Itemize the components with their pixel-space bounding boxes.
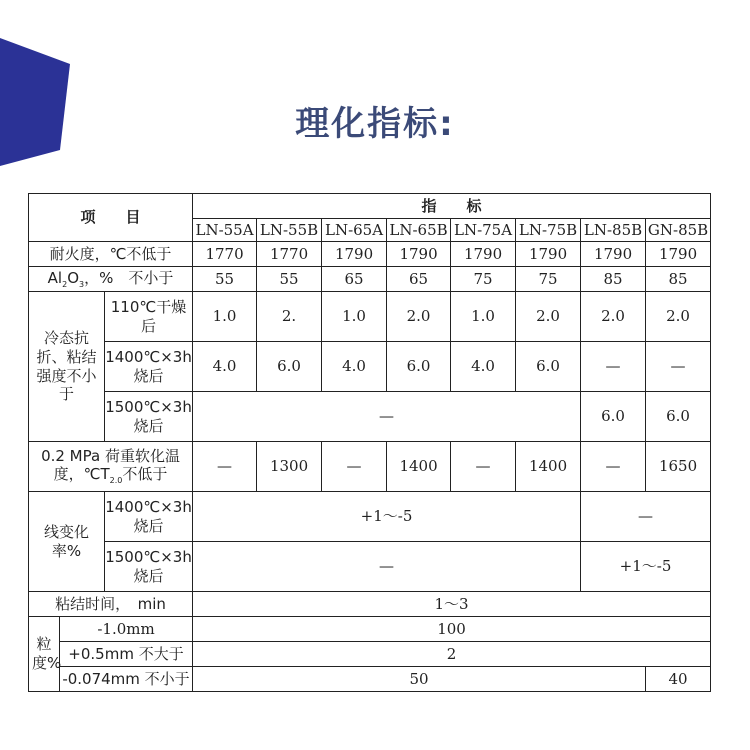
merged-value-cell: 2 <box>193 642 711 667</box>
value-cell: 75 <box>451 267 516 292</box>
index-header: 指 标 <box>193 194 711 219</box>
value-cell: 1.0 <box>451 292 516 342</box>
bond-time-label: 粘结时间， min <box>29 592 193 617</box>
merged-value-cell: — <box>193 392 581 442</box>
cold-strength-label: 冷态抗折、粘结强度不小于 <box>29 292 105 442</box>
value-cell: 65 <box>387 267 451 292</box>
value-cell: 6.0 <box>387 342 451 392</box>
spec-table <box>28 193 711 692</box>
value-cell: 6.0 <box>257 342 322 392</box>
value-cell: 1300 <box>257 442 322 492</box>
value-cell: 1400 <box>387 442 451 492</box>
value-cell: 65 <box>322 267 387 292</box>
value-cell: — <box>646 342 711 392</box>
merged-value-cell: — <box>581 492 711 542</box>
refractoriness-label: 耐火度，℃不低于 <box>29 242 193 267</box>
value-cell: 1790 <box>516 242 581 267</box>
linear-1500-label: 1500℃×3h烧后 <box>105 542 193 592</box>
linear-change-1500-row <box>29 542 711 592</box>
cold-1400-label: 1400℃×3h烧后 <box>105 342 193 392</box>
cold-110-label: 110℃干燥后 <box>105 292 193 342</box>
granularity-a-label: -1.0mm <box>60 617 193 642</box>
merged-value-cell: +1～-5 <box>193 492 581 542</box>
grade-cell: LN-75B <box>516 219 581 242</box>
page-title: 理化指标: <box>295 104 455 144</box>
grade-cell: LN-75A <box>451 219 516 242</box>
value-cell: 2.0 <box>387 292 451 342</box>
merged-value-cell: 1～3 <box>193 592 711 617</box>
granularity-c-label: -0.074mm 不小于 <box>60 667 193 692</box>
value-cell: 2. <box>257 292 322 342</box>
value-cell: — <box>581 442 646 492</box>
value-cell: 6.0 <box>646 392 711 442</box>
al2o3-label: $Al_2O_3$，% 不小于 <box>29 267 193 292</box>
bond-time-row <box>29 592 711 617</box>
value-cell: 4.0 <box>193 342 257 392</box>
value-cell: 75 <box>516 267 581 292</box>
granularity-a-row <box>29 617 711 642</box>
value-cell: 1790 <box>387 242 451 267</box>
value-cell: 55 <box>257 267 322 292</box>
linear-change-1400-row <box>29 492 711 542</box>
value-cell: 1650 <box>646 442 711 492</box>
value-cell: 1790 <box>322 242 387 267</box>
value-cell: 4.0 <box>451 342 516 392</box>
grade-cell: GN-85B <box>646 219 711 242</box>
value-cell: 6.0 <box>581 392 646 442</box>
granularity-label: 粒度% <box>29 617 60 692</box>
value-cell: 1790 <box>646 242 711 267</box>
value-cell: 2.0 <box>516 292 581 342</box>
value-cell: — <box>193 442 257 492</box>
value-cell: 1.0 <box>193 292 257 342</box>
refractoriness-row <box>29 242 711 267</box>
value-cell: 1790 <box>451 242 516 267</box>
cold-1500-label: 1500℃×3h烧后 <box>105 392 193 442</box>
value-cell: 1400 <box>516 442 581 492</box>
cold-strength-1500-row <box>29 392 711 442</box>
value-cell: 1790 <box>581 242 646 267</box>
value-cell: — <box>451 442 516 492</box>
grade-cell: LN-55A <box>193 219 257 242</box>
merged-value-cell: +1～-5 <box>581 542 711 592</box>
grade-cell: LN-55B <box>257 219 322 242</box>
merged-value-cell: 100 <box>193 617 711 642</box>
value-cell: 1770 <box>257 242 322 267</box>
grade-cell: LN-65A <box>322 219 387 242</box>
cold-strength-110-row <box>29 292 711 342</box>
al2o3-row <box>29 267 711 292</box>
value-cell: 1.0 <box>322 292 387 342</box>
value-cell: 1770 <box>193 242 257 267</box>
value-cell: 85 <box>581 267 646 292</box>
value-cell: 4.0 <box>322 342 387 392</box>
cold-strength-1400-row <box>29 342 711 392</box>
value-cell: 85 <box>646 267 711 292</box>
linear-1400-label: 1400℃×3h烧后 <box>105 492 193 542</box>
linear-change-label: 线变化率% <box>29 492 105 592</box>
value-cell: — <box>581 342 646 392</box>
value-cell: — <box>322 442 387 492</box>
value-cell: 6.0 <box>516 342 581 392</box>
value-cell: 40 <box>646 667 711 692</box>
value-cell: 2.0 <box>646 292 711 342</box>
softening-row <box>29 442 711 492</box>
value-cell: 2.0 <box>581 292 646 342</box>
value-cell: 55 <box>193 267 257 292</box>
header-row <box>29 194 711 219</box>
item-header: 项 目 <box>29 194 193 242</box>
merged-value-cell: — <box>193 542 581 592</box>
granularity-c-row <box>29 667 711 692</box>
grade-cell: LN-65B <box>387 219 451 242</box>
grade-cell: LN-85B <box>581 219 646 242</box>
softening-label: 0.2 MPa 荷重软化温度，$℃T_{2.0}$不低于 <box>29 442 193 492</box>
granularity-b-label: +0.5mm 不大于 <box>60 642 193 667</box>
merged-value-cell: 50 <box>193 667 646 692</box>
granularity-b-row <box>29 642 711 667</box>
